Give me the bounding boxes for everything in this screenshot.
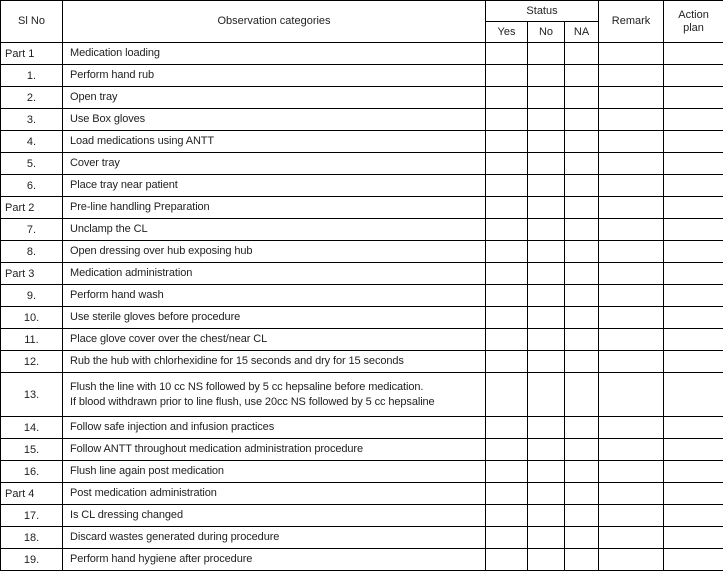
action-plan-cell[interactable] [664, 131, 723, 153]
yes-status-cell[interactable] [486, 43, 528, 65]
no-status-cell[interactable] [528, 87, 565, 109]
na-status-cell[interactable] [565, 285, 599, 307]
action-plan-cell[interactable] [664, 461, 723, 483]
part-row [1, 43, 723, 65]
observation-cell: Place tray near patient [63, 175, 486, 197]
sl-no-cell: 18. [1, 527, 63, 549]
action-plan-cell[interactable] [664, 241, 723, 263]
item-row [1, 373, 723, 417]
observation-cell: Is CL dressing changed [63, 505, 486, 527]
no-status-cell[interactable] [528, 175, 565, 197]
sl-no-cell: 10. [1, 307, 63, 329]
observation-cell: Cover tray [63, 153, 486, 175]
na-status-cell[interactable] [565, 417, 599, 439]
yes-status-cell[interactable] [486, 241, 528, 263]
na-status-cell[interactable] [565, 505, 599, 527]
sl-no-cell: 7. [1, 219, 63, 241]
sl-no-cell: 12. [1, 351, 63, 373]
no-status-cell[interactable] [528, 197, 565, 219]
yes-status-cell[interactable] [486, 439, 528, 461]
remark-cell[interactable] [599, 43, 664, 65]
na-status-cell[interactable] [565, 175, 599, 197]
observation-cell: Perform hand wash [63, 285, 486, 307]
no-status-cell[interactable] [528, 109, 565, 131]
observation-cell: Use Box gloves [63, 109, 486, 131]
action-plan-cell[interactable] [664, 175, 723, 197]
item-row [1, 109, 723, 131]
action-plan-cell[interactable] [664, 43, 723, 65]
observation-cell: Rub the hub with chlorhexidine for 15 seconds and dry for 15 seconds [63, 351, 486, 373]
action-plan-cell[interactable] [664, 65, 723, 87]
sl-no-cell: 1. [1, 65, 63, 87]
action-plan-cell[interactable] [664, 373, 723, 417]
remark-cell[interactable] [599, 109, 664, 131]
observation-cell: Load medications using ANTT [63, 131, 486, 153]
no-status-cell[interactable] [528, 483, 565, 505]
sl-no-cell: 6. [1, 175, 63, 197]
observation-cell: Unclamp the CL [63, 219, 486, 241]
no-status-cell[interactable] [528, 43, 565, 65]
remark-cell[interactable] [599, 131, 664, 153]
na-status-cell[interactable] [565, 307, 599, 329]
no-status-cell[interactable] [528, 505, 565, 527]
observation-cell: Perform hand hygiene after procedure [63, 549, 486, 571]
remark-cell[interactable] [599, 483, 664, 505]
yes-status-cell[interactable] [486, 527, 528, 549]
no-status-cell[interactable] [528, 549, 565, 571]
remark-cell[interactable] [599, 439, 664, 461]
item-row [1, 351, 723, 373]
na-status-cell[interactable] [565, 373, 599, 417]
action-plan-cell[interactable] [664, 549, 723, 571]
yes-status-cell[interactable] [486, 329, 528, 351]
observation-cell: Follow safe injection and infusion practices [63, 417, 486, 439]
action-plan-cell[interactable] [664, 307, 723, 329]
yes-status-cell[interactable] [486, 351, 528, 373]
na-status-cell[interactable] [565, 263, 599, 285]
action-plan-cell[interactable] [664, 505, 723, 527]
remark-cell[interactable] [599, 153, 664, 175]
action-plan-cell[interactable] [664, 197, 723, 219]
sl-no-cell: 13. [1, 373, 63, 417]
action-plan-cell[interactable] [664, 329, 723, 351]
remark-cell[interactable] [599, 241, 664, 263]
remark-cell[interactable] [599, 263, 664, 285]
action-plan-cell[interactable] [664, 439, 723, 461]
na-status-cell[interactable] [565, 329, 599, 351]
header-action-plan: Action plan [664, 1, 723, 43]
no-status-cell[interactable] [528, 219, 565, 241]
sl-no-cell: 16. [1, 461, 63, 483]
sl-no-cell: 8. [1, 241, 63, 263]
sl-no-cell: Part 4 [1, 483, 63, 505]
no-status-cell[interactable] [528, 307, 565, 329]
item-row [1, 65, 723, 87]
no-status-cell[interactable] [528, 417, 565, 439]
remark-cell[interactable] [599, 219, 664, 241]
part-row [1, 263, 723, 285]
yes-status-cell[interactable] [486, 307, 528, 329]
action-plan-cell[interactable] [664, 351, 723, 373]
part-row [1, 483, 723, 505]
header-status: Status [486, 1, 599, 22]
item-row [1, 175, 723, 197]
no-status-cell[interactable] [528, 461, 565, 483]
header-na: NA [565, 22, 599, 43]
item-row [1, 527, 723, 549]
observation-cell: Place glove cover over the chest/near CL [63, 329, 486, 351]
remark-cell[interactable] [599, 65, 664, 87]
action-plan-cell[interactable] [664, 109, 723, 131]
na-status-cell[interactable] [565, 351, 599, 373]
sl-no-cell: 15. [1, 439, 63, 461]
yes-status-cell[interactable] [486, 219, 528, 241]
remark-cell[interactable] [599, 175, 664, 197]
part-row [1, 197, 723, 219]
yes-status-cell[interactable] [486, 197, 528, 219]
action-plan-cell[interactable] [664, 483, 723, 505]
remark-cell[interactable] [599, 307, 664, 329]
item-row [1, 131, 723, 153]
observation-table-body [1, 43, 723, 571]
na-status-cell[interactable] [565, 527, 599, 549]
observation-cell: Open tray [63, 87, 486, 109]
remark-cell[interactable] [599, 197, 664, 219]
yes-status-cell[interactable] [486, 549, 528, 571]
yes-status-cell[interactable] [486, 505, 528, 527]
header-no: No [528, 22, 565, 43]
na-status-cell[interactable] [565, 483, 599, 505]
observation-cell: Use sterile gloves before procedure [63, 307, 486, 329]
no-status-cell[interactable] [528, 439, 565, 461]
sl-no-cell: 11. [1, 329, 63, 351]
na-status-cell[interactable] [565, 461, 599, 483]
action-plan-cell[interactable] [664, 527, 723, 549]
table-header [1, 1, 723, 43]
observation-cell: Pre-line handling Preparation [63, 197, 486, 219]
item-row [1, 241, 723, 263]
no-status-cell[interactable] [528, 527, 565, 549]
na-status-cell[interactable] [565, 65, 599, 87]
action-plan-cell[interactable] [664, 153, 723, 175]
remark-cell[interactable] [599, 417, 664, 439]
sl-no-cell: 4. [1, 131, 63, 153]
na-status-cell[interactable] [565, 43, 599, 65]
sl-no-cell: 17. [1, 505, 63, 527]
na-status-cell[interactable] [565, 549, 599, 571]
item-row [1, 87, 723, 109]
remark-cell[interactable] [599, 373, 664, 417]
na-status-cell[interactable] [565, 241, 599, 263]
observation-cell: Medication loading [63, 43, 486, 65]
sl-no-cell: Part 3 [1, 263, 63, 285]
remark-cell[interactable] [599, 505, 664, 527]
yes-status-cell[interactable] [486, 87, 528, 109]
sl-no-cell: 5. [1, 153, 63, 175]
observation-cell: Flush line again post medication [63, 461, 486, 483]
na-status-cell[interactable] [565, 109, 599, 131]
item-row [1, 153, 723, 175]
remark-cell[interactable] [599, 461, 664, 483]
yes-status-cell[interactable] [486, 373, 528, 417]
header-observation-categories: Observation categories [63, 1, 486, 43]
action-plan-cell[interactable] [664, 285, 723, 307]
action-plan-cell[interactable] [664, 87, 723, 109]
remark-cell[interactable] [599, 87, 664, 109]
sl-no-cell: 9. [1, 285, 63, 307]
item-row [1, 329, 723, 351]
item-row [1, 307, 723, 329]
item-row [1, 439, 723, 461]
na-status-cell[interactable] [565, 87, 599, 109]
no-status-cell[interactable] [528, 65, 565, 87]
sl-no-cell: Part 1 [1, 43, 63, 65]
no-status-cell[interactable] [528, 263, 565, 285]
yes-status-cell[interactable] [486, 263, 528, 285]
no-status-cell[interactable] [528, 131, 565, 153]
no-status-cell[interactable] [528, 329, 565, 351]
item-row [1, 417, 723, 439]
sl-no-cell: Part 2 [1, 197, 63, 219]
sl-no-cell: 3. [1, 109, 63, 131]
no-status-cell[interactable] [528, 153, 565, 175]
observation-cell: Post medication administration [63, 483, 486, 505]
no-status-cell[interactable] [528, 373, 565, 417]
action-plan-cell[interactable] [664, 263, 723, 285]
header-yes: Yes [486, 22, 528, 43]
item-row [1, 285, 723, 307]
yes-status-cell[interactable] [486, 285, 528, 307]
yes-status-cell[interactable] [486, 109, 528, 131]
sl-no-cell: 14. [1, 417, 63, 439]
item-row [1, 219, 723, 241]
observation-cell: Flush the line with 10 cc NS followed by 5 cc hepsaline before medication. If blood withdrawn prior to line flush, use 20cc NS followed by 5 cc hepsaline [63, 373, 486, 417]
header-remark: Remark [599, 1, 664, 43]
na-status-cell[interactable] [565, 219, 599, 241]
remark-cell[interactable] [599, 527, 664, 549]
remark-cell[interactable] [599, 351, 664, 373]
na-status-cell[interactable] [565, 131, 599, 153]
yes-status-cell[interactable] [486, 65, 528, 87]
observation-cell: Follow ANTT throughout medication administration procedure [63, 439, 486, 461]
yes-status-cell[interactable] [486, 131, 528, 153]
yes-status-cell[interactable] [486, 153, 528, 175]
action-plan-cell[interactable] [664, 219, 723, 241]
no-status-cell[interactable] [528, 351, 565, 373]
yes-status-cell[interactable] [486, 417, 528, 439]
header-sl-no: Sl No [1, 1, 63, 43]
item-row [1, 505, 723, 527]
remark-cell[interactable] [599, 549, 664, 571]
yes-status-cell[interactable] [486, 483, 528, 505]
remark-cell[interactable] [599, 285, 664, 307]
sl-no-cell: 2. [1, 87, 63, 109]
item-row [1, 461, 723, 483]
observation-cell: Perform hand rub [63, 65, 486, 87]
yes-status-cell[interactable] [486, 461, 528, 483]
action-plan-cell[interactable] [664, 417, 723, 439]
observation-cell: Medication administration [63, 263, 486, 285]
na-status-cell[interactable] [565, 153, 599, 175]
item-row [1, 549, 723, 571]
observation-cell: Open dressing over hub exposing hub [63, 241, 486, 263]
no-status-cell[interactable] [528, 285, 565, 307]
no-status-cell[interactable] [528, 241, 565, 263]
yes-status-cell[interactable] [486, 175, 528, 197]
na-status-cell[interactable] [565, 197, 599, 219]
observation-cell: Discard wastes generated during procedure [63, 527, 486, 549]
header-row-1 [1, 1, 723, 22]
remark-cell[interactable] [599, 329, 664, 351]
na-status-cell[interactable] [565, 439, 599, 461]
sl-no-cell: 19. [1, 549, 63, 571]
